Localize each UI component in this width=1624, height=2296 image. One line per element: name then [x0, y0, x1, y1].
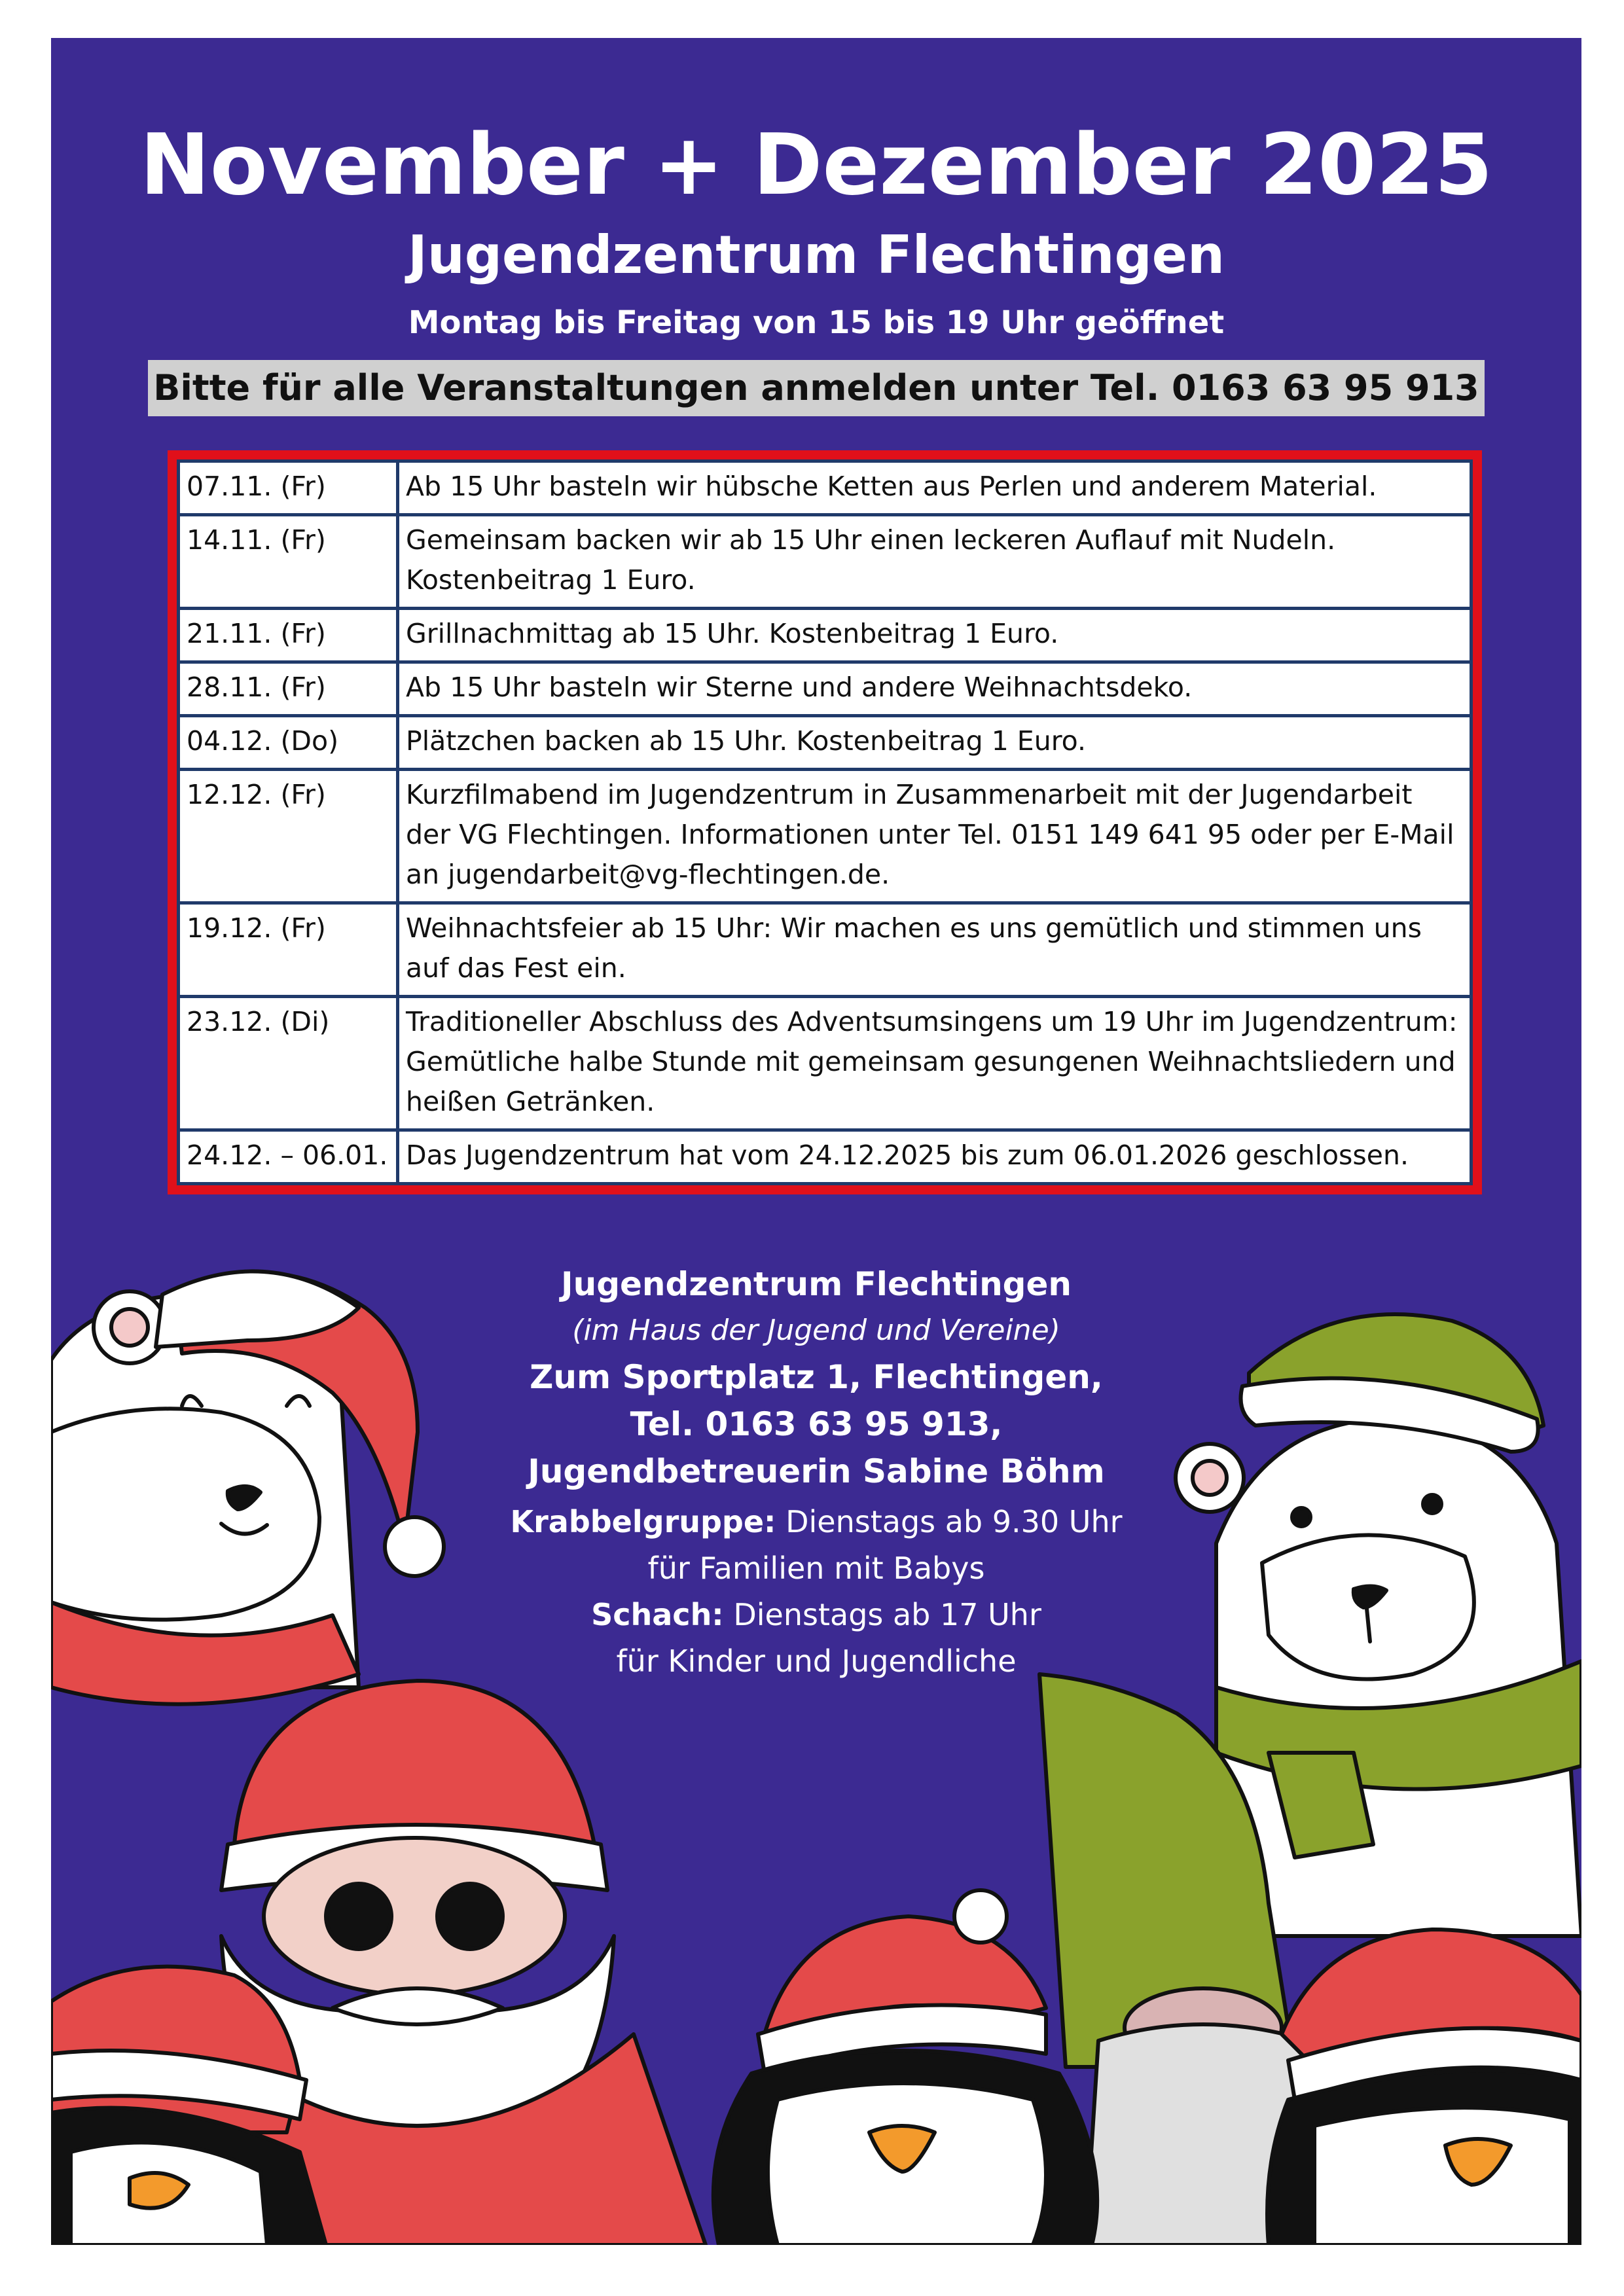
poster-panel: [51, 38, 1581, 2245]
event-description: Traditioneller Abschluss des Adventsumsingens um 19 Uhr im Jugendzentrum: Gemütliche halbe Stunde mit gemeinsam gesungenen Weihnachtsliedern und heißen Getränken.: [398, 997, 1471, 1130]
christmas-characters-illustration: [51, 38, 1581, 2245]
registration-notice: Bitte für alle Veranstaltungen anmelden unter Tel. 0163 63 95 913: [148, 360, 1484, 416]
event-date: 21.11. (Fr): [179, 609, 398, 662]
event-description: Weihnachtsfeier ab 15 Uhr: Wir machen es uns gemütlich und stimmen uns auf das Fest ein.: [398, 903, 1471, 997]
krabbelgruppe-line: [51, 1499, 1581, 1545]
event-date: 04.12. (Do): [179, 716, 398, 770]
center-info-block: [51, 1261, 1581, 1685]
event-description: Plätzchen backen ab 15 Uhr. Kostenbeitrag 1 Euro.: [398, 716, 1471, 770]
krabbelgruppe-label: Krabbelgruppe:: [510, 1504, 776, 1539]
event-date: 24.12. – 06.01.: [179, 1130, 398, 1184]
event-date: 23.12. (Di): [179, 997, 398, 1130]
schach-line: [51, 1592, 1581, 1638]
info-location-note: (im Haus der Jugend und Vereine): [572, 1314, 1060, 1347]
schach-time: Dienstags ab 17 Uhr: [733, 1597, 1041, 1632]
event-date: 28.11. (Fr): [179, 662, 398, 716]
event-description: Grillnachmittag ab 15 Uhr. Kostenbeitrag 1 Euro.: [398, 609, 1471, 662]
info-phone: Tel. 0163 63 95 913,: [630, 1405, 1003, 1443]
event-description: Ab 15 Uhr basteln wir Sterne und andere Weihnachtsdeko.: [398, 662, 1471, 716]
event-date: 12.12. (Fr): [179, 770, 398, 903]
info-contact: Jugendbetreuerin Sabine Böhm: [528, 1452, 1105, 1490]
poster-title: November + Dezember 2025: [139, 117, 1493, 214]
event-date: 07.11. (Fr): [179, 461, 398, 515]
info-title: Jugendzentrum Flechtingen: [561, 1265, 1072, 1303]
event-date: 19.12. (Fr): [179, 903, 398, 997]
poster-subtitle: Jugendzentrum Flechtingen: [408, 224, 1225, 285]
event-description: Das Jugendzentrum hat vom 24.12.2025 bis zum 06.01.2026 geschlossen.: [398, 1130, 1471, 1184]
schach-label: Schach:: [591, 1597, 724, 1632]
event-description: Gemeinsam backen wir ab 15 Uhr einen leckeren Auflauf mit Nudeln. Kostenbeitrag 1 Euro.: [398, 515, 1471, 609]
penguin-center-icon: [713, 1890, 1097, 2245]
krabbelgruppe-time: Dienstags ab 9.30 Uhr: [785, 1504, 1123, 1539]
penguin-right-icon: [1267, 1929, 1581, 2245]
event-description: Ab 15 Uhr basteln wir hübsche Ketten aus Perlen und anderem Material.: [398, 461, 1471, 515]
opening-hours: Montag bis Freitag von 15 bis 19 Uhr geöffnet: [408, 304, 1225, 341]
event-date: 14.11. (Fr): [179, 515, 398, 609]
event-description: Kurzfilmabend im Jugendzentrum in Zusammenarbeit mit der Jugendarbeit der VG Flechtingen. Informationen unter Tel. 0151 149 641 95 oder per E-Mail an jugendarbeit@vg-flechtingen.de.: [398, 770, 1471, 903]
info-address: Zum Sportplatz 1, Flechtingen,: [530, 1358, 1103, 1396]
schach-audience: für Kinder und Jugendliche: [616, 1643, 1017, 1679]
krabbelgruppe-audience: für Familien mit Babys: [647, 1551, 985, 1586]
